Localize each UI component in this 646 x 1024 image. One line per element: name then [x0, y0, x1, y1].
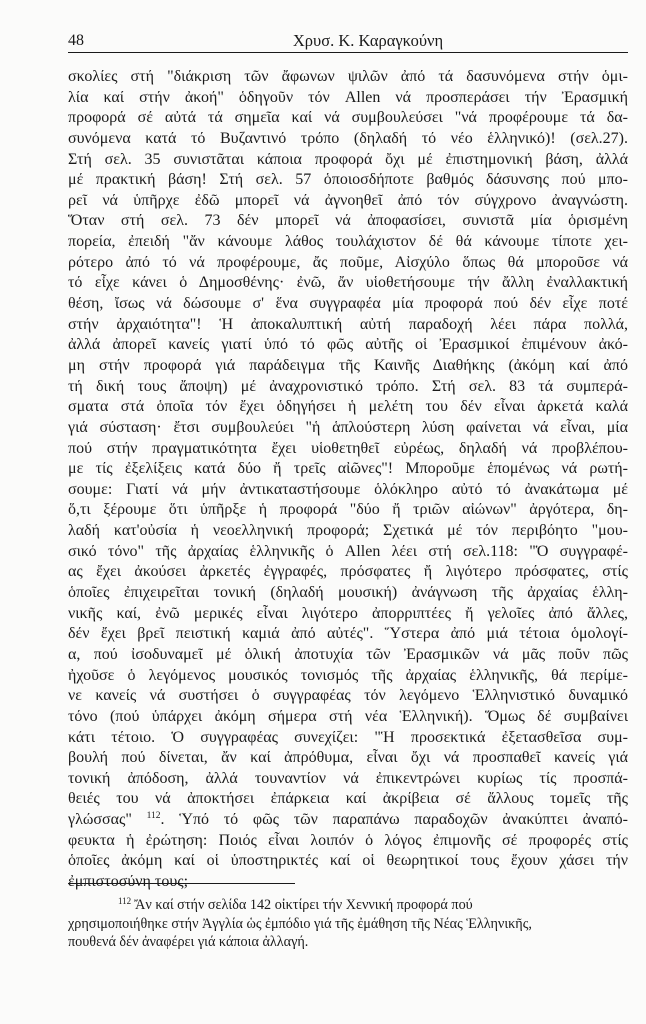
text-line: μέ πρακτική βάση! Στή σελ. 57 ὁποιοσδήποτε βαθμός δάσυνσης πού μπο-: [68, 171, 628, 189]
text-line: ρότερο ἀπό τό νά προφέρουμε, ἄς ποῦμε, Αἰσχύλο ὅπως θά μποροῦσε νά: [68, 253, 628, 271]
text-line: δέν ἔχει βρεῖ πειστική καμιά ἀπό αὐτές". Ὕστερα ἀπό μιά τέτοια ὁμολογί-: [68, 625, 628, 643]
text-line: τό εἶχε κάνει ὁ Δημοσθένης· ἐνῶ, ἄν υἱοθετήσουμε τήν ἄλλη ἐναλλακτική: [68, 274, 628, 292]
text-line: λία καί στήν ἀκοή" ὁδηγοῦν τόν Allen νά προσπεράσει τήν Ἐρασμική: [68, 88, 628, 106]
footnote-number: 112: [118, 896, 132, 906]
text-line: τόνο (πού ὑπάρχει ἀκόμη σήμερα στή νέα Ἑλληνική). Ὅμως δέ συμβαίνει: [68, 707, 628, 725]
text-line: μη στήν προφορά γιά παράδειγμα τῆς Καινῆς Διαθήκης (ἀκόμη καί ἀπό: [68, 356, 628, 374]
text-line: προφορά σέ αὐτά τά σημεῖα καί νά συμβουλεύσει "νά προφέρουμε τά δα-: [68, 109, 628, 127]
text-line: ἠχοῦσε ὁ λεγόμενος μουσικός τονισμός τῆς ἀρχαίας ἑλληνικῆς, θά περίμε-: [68, 666, 628, 684]
text-segment: γλώσσας": [68, 811, 147, 829]
text-line: ὅ,τι ξέρουμε ὅτι ὑπῆρξε ἡ προφορά "δύο ἤ τριῶν αἰώνων" ἀργότερα, δη-: [68, 501, 628, 519]
footnote-line: [68, 896, 628, 915]
text-line: λαδή κατ'οὐσία ἡ νεοελληνική προφορά; Σχετικά μέ τόν περιβόητο "μου-: [68, 522, 628, 540]
text-line: τή δική τους ἄποψη) μέ ἀναχρονιστικό τρόπο. Στή σελ. 83 τά συμπερά-: [68, 377, 628, 395]
text-line: Ὅταν στή σελ. 73 δέν μπορεῖ νά ἀποφασίσει, συνιστᾶ μία ὁρισμένη: [68, 212, 628, 230]
text-line: πού στήν πραγματικότητα ἔχει υἱοθετηθεῖ εὐρέως, δηλαδή νά προβλέπου-: [68, 439, 628, 457]
text-line: α, πού ἰσοδυναμεῖ μέ ὁλική ἀποτυχία τῶν Ἐρασμικῶν νά μᾶς ποῦν πῶς: [68, 645, 628, 663]
text-line: με τίς ἐξελίξεις κατά δύο ἤ τρεῖς αἰῶνες"! Μποροῦμε ἑπομένως νά ρωτή-: [68, 460, 628, 478]
text-line: συνόμενα κατά τό Βυζαντινό τρόπο (δηλαδή τό νέο ἑλληνικό)! (σελ.27).: [68, 129, 628, 147]
footnote-reference[interactable]: 112: [146, 811, 161, 822]
footnotes: [68, 896, 628, 952]
text-line: σματα στά ὁποῖα τόν ἔχει ὁδηγήσει ἡ μελέτη του δέν εἶναι ἀρκετά καλά: [68, 398, 628, 416]
text-line: γιά σύσταση· ἔτσι συμβουλεύει "ἡ ἁπλούστερη λύση φαίνεται νά εἶναι, μία: [68, 418, 628, 436]
text-line: ρεῖ νά ὑπῆρχε ἐδῶ μπορεῖ νά ἀγνοηθεῖ ἀπό τόν σύγχρονο ἀναγνώστη.: [68, 191, 628, 209]
text-line: σκολίες στή "διάκριση τῶν ἄφωνων ψιλῶν ἀπό τά δασυνόμενα στήν ὁμι-: [68, 68, 628, 85]
running-head: Χρυσ. Κ. Καραγκούνη: [292, 31, 444, 50]
text-line: Στή σελ. 35 συνιστᾶται κάποια προφορά ὄχι μέ ἐπιστημονική βάση, ἀλλά: [68, 150, 628, 168]
footnote-line: πουθενά δέν ἀναφέρει γιά κάποια ἀλλαγή.: [68, 934, 309, 951]
footnote-separator: [68, 883, 295, 884]
text-line: ὁποῖες ἀκόμη καί οἱ ὑποστηρικτές καί οἱ θεωρητικοί τους ἔχουν χάσει τήν: [68, 852, 628, 870]
text-line: ὁποῖες ἐπιχειρεῖται τονική (δηλαδή μουσική) ἀνάγνωση τῆς ἀρχαίας ἑλλη-: [68, 584, 628, 602]
body-text: [68, 67, 628, 893]
footnote-line: χρησιμοποιήθηκε στήν Ἀγγλία ὡς ἐμπόδιο γιά τῆς ἐμάθηση τῆς Νέας Ἑλληνικῆς,: [68, 915, 532, 932]
text-line: σουμε: Γιατί νά μήν ἀντικαταστήσουμε ὁλόκληρο αὐτό τό ἀνακάτωμα μέ: [68, 480, 628, 498]
text-line: σικό τόνο" τῆς ἀρχαίας ἑλληνικῆς ὁ Allen λέει στή σελ.118: "Ὁ συγγραφέ-: [68, 542, 628, 560]
text-line: νε κανείς νά συστήσει ὁ συγγραφέας τόν λεγόμενο Ἑλληνιστικό δυναμικό: [68, 687, 628, 705]
page-number: 48: [68, 32, 84, 49]
footnote-text: Ἄν καί στήν σελίδα 142 οἰκτίρει τήν Χεννική προφορά πού: [134, 897, 473, 913]
text-line-with-footnote-ref: [68, 810, 628, 831]
text-line: ἀλλά ἀπορεῖ κανείς γιατί ὑπό τό φῶς αὐτῆς οἱ Ἐρασμικοί ἐπιμένουν ἀκό-: [68, 336, 628, 354]
text-line: ἐμπιστοσύνη τους;: [68, 872, 189, 890]
text-line: θειές του νά ἀποκτήσει ἐπάρκεια καί ἀκρίβεια σέ ἄλλους τομεῖς τῆς: [68, 790, 628, 808]
text-line: κάτι τέτοιο. Ὁ συγγραφέας συνεχίζει: "Ἡ προσεκτικά ἐξετασθεῖσα συμ-: [68, 728, 628, 746]
text-line: θέση, ἴσως νά δώσουμε σ' ἕνα συγγραφέα μία προφορά πού δέν εἶχε ποτέ: [68, 295, 628, 313]
text-line: φευκτα ἡ ἐρώτηση: Ποιός εἶναι λοιπόν ὁ λόγος ἐπιμονῆς σέ προφορές στίς: [68, 831, 628, 849]
page-header: [68, 30, 628, 53]
text-segment: . Ὑπό τό φῶς τῶν παραπάνω παραδοχῶν ἀνακύπτει ἀναπό-: [160, 811, 628, 829]
text-line: νικῆς καί, ἐνῶ μερικές εἶναι λιγότερο ἀπορριπτέες ἤ γελοῖες ἀπό ἄλλες,: [68, 604, 628, 622]
text-line: πορεία, ἐπειδή "ἄν κάνουμε λάθος τουλάχιστον δέ θά κάνουμε τίποτε χει-: [68, 233, 628, 251]
text-line: ας ἔχει ἀκούσει ἀρκετές ἐγγραφές, πρόσφατες ἤ λιγότερο πρόσφατες, στίς: [68, 563, 628, 581]
text-line: τονική ἀπόδοση, ἀλλά τουναντίον νά ἐπικεντρώνει κυρίως τίς προσπά-: [68, 769, 628, 787]
text-line: βουλή πού δίνεται, ἄν καί ἀπρόθυμα, εἶναι ὄχι νά προσπαθεῖ κανείς γιά: [68, 749, 628, 767]
text-line: στήν ἀρχαιότητα"! Ἡ ἀποκαλυπτική αὐτή παραδοχή λέει πάρα πολλά,: [68, 315, 628, 333]
